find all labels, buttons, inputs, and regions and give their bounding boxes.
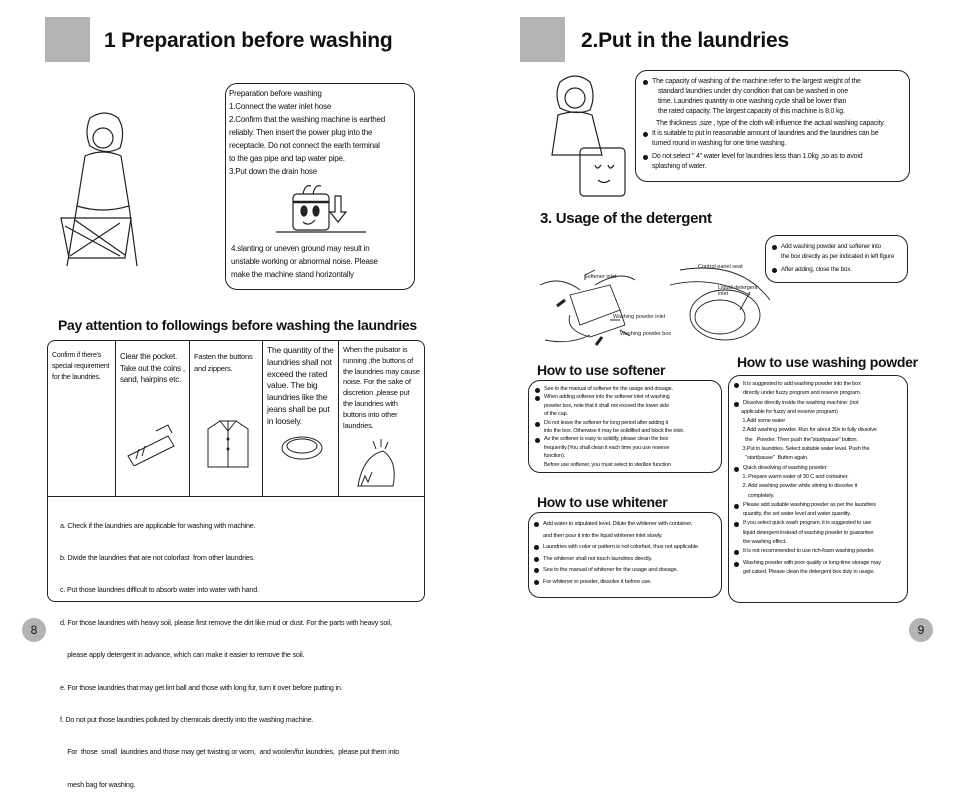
text-line: powder box, note that it shall not exceed the lower side <box>544 402 669 409</box>
page-title-left: 1 Preparation before washing <box>104 29 393 52</box>
text-line: Quick dissolving of washing powder: <box>743 464 828 471</box>
text-line: function). <box>544 453 566 460</box>
text-line: standard laundries under dry condition that can be washed in one <box>658 88 848 95</box>
text-line: time. Laundries quantity in one washing cycle shall be lower than <box>658 98 847 105</box>
prep-line: 1.Connect the water inlet hose <box>229 102 332 111</box>
label-liquid-inlet <box>718 285 757 297</box>
attention-heading: Pay attention to followings before washing the laundries <box>58 317 417 333</box>
text-line: 1.Add some water <box>741 418 786 425</box>
detergent-box-figure <box>540 265 770 355</box>
text-line: Do not select " 4" water level for laundries less than 1.0kg ,so as to avoid <box>652 153 863 160</box>
page-number-left: 8 <box>22 618 46 642</box>
text-line: After adding, close the box. <box>781 266 852 273</box>
label-powder-inlet: Washing powder inlet <box>613 314 666 320</box>
washing-machine-drain-icon <box>271 184 371 236</box>
note-line: mesh bag for washing. <box>60 779 136 789</box>
detergent-note-box <box>765 235 908 283</box>
text-line: 2.Add washing powder. Run for about 30s to fully dissolve <box>741 427 877 434</box>
note-line: b. Divide the laundries that are not colorfast from other laundries. <box>60 552 255 562</box>
text-line: the rated capacity. The largest capacity of this machine is 8.0 kg. <box>658 108 845 115</box>
page-title-right: 2.Put in the laundries <box>581 29 789 52</box>
note-line: e. For those laundries that may get lint ball and those with long fur, turn it over before putting in. <box>60 682 343 692</box>
text-line: 1. Prepare warm water of 30 C and container. <box>741 473 849 480</box>
attention-table <box>47 340 425 789</box>
text-line: quantity, the set water level and water quantity. <box>743 511 851 518</box>
tip-quantity: The quantity of the laundries shall not exceed the rated value. The big laundries like the jeans shall be put in loosely. <box>263 341 339 496</box>
whitener-heading: How to use whitener <box>537 494 668 510</box>
text-line: frequently.(You shall clean it each time you use reserve <box>544 444 670 451</box>
pocket-coins-illustration <box>126 421 181 466</box>
prep-line: unstable working or abnormal noise. Please <box>231 257 378 266</box>
text-line: the box directly as per indicated in left figure <box>781 253 895 260</box>
tip-clear-pocket: Clear the pocket. Take out the coins , sand, hairpins etc. <box>116 341 190 496</box>
text-line: turned round in washing for one time washing. <box>652 140 787 147</box>
softener-heading: How to use softener <box>537 362 666 378</box>
text-line: liquid detergent instead of washing powder to guarantee <box>743 529 874 536</box>
text-line: inlet <box>718 291 729 297</box>
washing-powder-heading: How to use washing powder <box>737 354 918 370</box>
prep-line: 4.slanting or uneven ground may result in <box>231 244 370 253</box>
text-line: Dissolve directly inside the washing machine: (not <box>743 399 859 406</box>
text-line: "start/pause" Button again. <box>741 455 809 462</box>
text-line: Do not leave the softener for long period after adding it <box>544 419 668 426</box>
text-line: See to the manual of softener for the usage and dosage. <box>544 386 673 392</box>
prep-line: to the gas pipe and tap water pipe. <box>229 154 345 163</box>
text-line: into the box. Otherwise it may be solidified and block the inlet. <box>544 428 684 435</box>
text-line: 3.Put in laundries. Select suitable water level. Push the <box>741 446 870 453</box>
note-line: d. For those laundries with heavy soil, please first remove the dirt like mud or dust. For the parts with heavy soil, <box>60 617 392 627</box>
label-powder-box: Washing powder box <box>620 331 672 337</box>
text-line: If you select quick wash program, it is suggested to use <box>743 520 872 527</box>
text-line: It is suggested to add washing powder into the box <box>743 381 861 387</box>
text-line: the Powder. Then push the"start/pause" button. <box>741 436 858 443</box>
detergent-heading: 3. Usage of the detergent <box>540 210 712 227</box>
text-line: Washing powder with poor quality or long-time storage may <box>743 559 881 566</box>
text-line: the washing effect. <box>743 539 787 546</box>
preparation-note <box>231 242 378 281</box>
preparation-steps <box>229 87 385 178</box>
tip-special-requirement: Confirm if there's special requirement for the laundries. <box>48 341 116 496</box>
preparation-box <box>225 83 415 290</box>
washing-powder-box <box>728 375 908 603</box>
label-control-panel: Control panel seat <box>698 264 743 270</box>
note-line: please apply detergent in advance, which can make it easier to remove the soil. <box>60 650 305 660</box>
text-line: get caked. Please clean the detergent box duly in usage. <box>743 568 875 575</box>
folded-jeans-illustration <box>280 433 325 463</box>
text-line: Before use softener, you must select to sterilize function <box>544 461 671 468</box>
text-line: Liquid detergent <box>718 285 758 291</box>
text-line: of the cap. <box>544 411 568 418</box>
note-line: f. Do not put those laundries polluted by chemicals directly into the washing machine. <box>60 714 314 724</box>
note-line: a. Check if the laundries are applicable for washing with machine. <box>60 520 256 530</box>
pulsator-noise-illustration <box>353 436 403 491</box>
text-line: The capacity of washing of the machine refer to the largest weight of the <box>652 78 861 85</box>
label-softener-inlet: Softener inlet <box>584 274 617 280</box>
softener-box <box>528 380 722 473</box>
text-line: It is not recommended to use rich-foam washing powder. <box>743 548 875 555</box>
prep-line: reliably. Then insert the power plug into the <box>229 128 373 137</box>
shirt-illustration <box>206 419 251 469</box>
text-line: directly under fuzzy program and reserve program. <box>743 390 861 397</box>
text-line: See to the manual of whitener for the usage and dosage. <box>543 567 678 573</box>
capacity-bullet-1 <box>642 77 885 172</box>
laundry-notes <box>60 499 399 812</box>
text-line: splashing of water. <box>652 163 707 170</box>
tip-fasten-buttons: Fasten the buttons and zippers. <box>190 341 263 496</box>
prep-line: 2.Confirm that the washing machine is earthed <box>229 115 385 124</box>
prep-line: receptacle. Do not connect the earth terminal <box>229 141 380 150</box>
text-line: The thickness ,size , type of the cloth will influence the actual washing capacity. <box>656 120 885 127</box>
text-line: and then pour it into the liquid whitener inlet slowly. <box>543 532 663 539</box>
prep-line: make the machine stand horizontally <box>231 270 354 279</box>
section-marker <box>520 17 565 62</box>
text-line: When adding softener into the softener inlet of washing <box>544 394 670 401</box>
text-line: Add water to stipulated level. Dilute the whitener with container, <box>543 521 693 527</box>
text-line: completely. <box>741 492 775 499</box>
note-line: For those small laundries and those may get twisting or worn, and woolen/fur laundries, please put them into <box>60 747 399 757</box>
text-line: Please add suitable washing powder as per the laundries <box>743 501 876 508</box>
text-line: 2. Add washing powder while stirring to dissolve it <box>741 483 858 490</box>
text-line: It is suitable to put in reasonable amount of laundries and the laundries can be <box>652 130 879 137</box>
whitener-box <box>528 512 722 598</box>
page-number-right: 9 <box>909 618 933 642</box>
text-line: As the softener is easy to solidify, please clean the box <box>544 436 669 443</box>
woman-loading-machine-illustration <box>540 70 635 200</box>
woman-with-basket-illustration <box>55 108 145 278</box>
tip-pulsator-noise: When the pulsator is running ,the buttons of the laundries may cause noise. For the sake of discretion ,please put the laundries with buttons into other laundries. <box>343 345 420 430</box>
text-line: applicable for fuzzy and reserve program) <box>741 408 838 415</box>
prep-line: 3.Put down the drain hose <box>229 167 317 176</box>
text-line: For whitener in powder, dissolve it before use. <box>543 578 652 585</box>
note-line: c. Put those laundries difficult to absorb water into water with hand. <box>60 585 259 595</box>
text-line: Laundries with color or pattern is not colorfast, thus not applicable. <box>543 544 700 550</box>
section-marker <box>45 17 90 62</box>
prep-line: Preparation before washing <box>229 89 322 98</box>
text-line: Add washing powder and softener into <box>781 243 881 250</box>
text-line: The whitener shall not touch laundries directly. <box>543 555 653 562</box>
capacity-box <box>635 70 910 182</box>
